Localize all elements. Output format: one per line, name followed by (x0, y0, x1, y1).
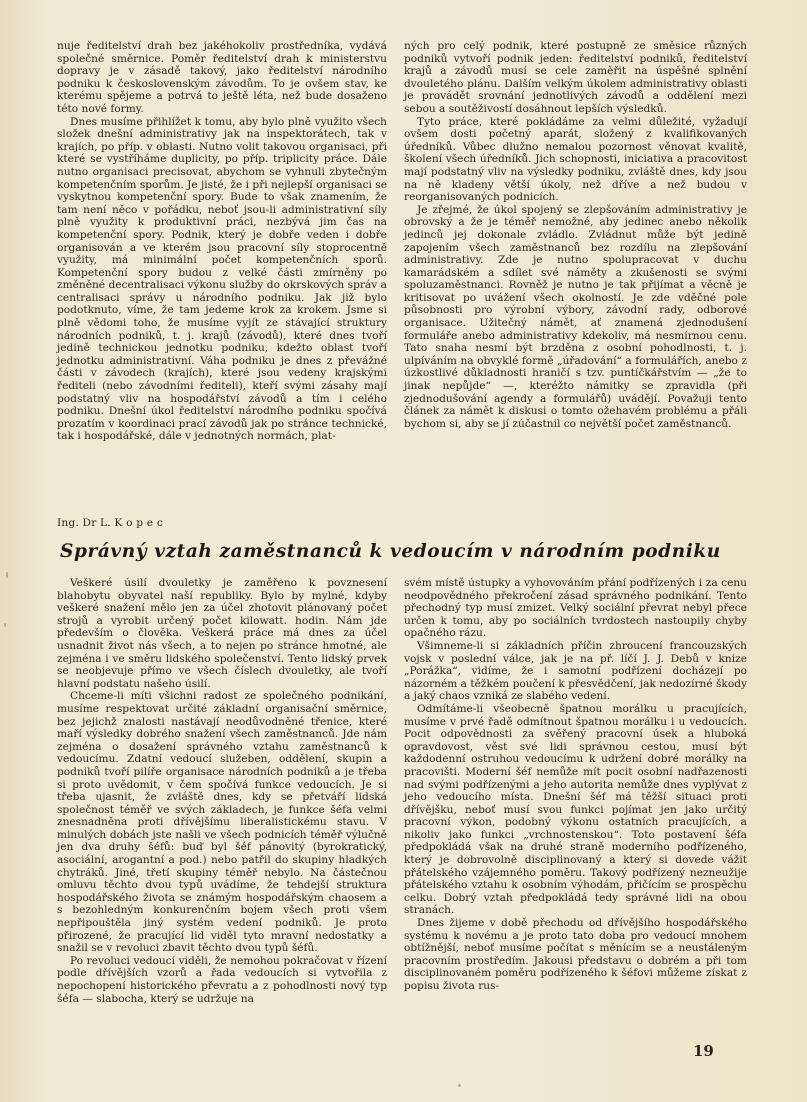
article-title: Správný vztah zaměstnanců k vedoucím v národním podniku (60, 541, 721, 562)
paragraph: Všimneme-li si základních příčin zhroucení francouzských vojsk v poslední válce, jak je na př. líčí J. J. Debů v knize „Porážka“, vidíme, že i samotní podřízení docházejí po názorném a těžkém poučení k přesvědčení, jak nedozírné škody a jaký chaos vzniká ze slabého vedení. (404, 639, 747, 703)
page-number: 19 (693, 1042, 714, 1060)
article-left-column (57, 577, 387, 1005)
author-byline: Ing. Dr L. K o p e c (57, 517, 163, 529)
article-continuation-left-column (57, 40, 387, 443)
paragraph: Chceme-li míti všichni radost ze společného podnikání, musíme respektovat určité základní organisační směrnice, bez jejichž znalosti nastávají neodůvodněné třenice, které maří výsledky dobrého snažení všech zaměstnanců. Jde nám zejména o dosažení správného vztahu zaměstnanců k vedoucímu. Zdatní vedoucí služeben, oddělení, skupin a podniků tvoří pilíře organisace národních podniků a je třeba si proto uvědomit, v čem spočívá funkce vedoucích. Je si třeba ujasnit, že zvláště dnes, kdy se přetváří lidská společnost téměř ve svých základech, je funkce šéfa velmi znesnadněna proti dřívějšímu liberalistickému stavu. V minulých dobách jste našli ve všech podnicích téměř výlučně jen dva druhy šéfů: buď byl šéf pánovitý (byrokratický, asociální, arogantní a pod.) nebo patřil do skupiny hladkých chytráků. Jiné, třetí skupiny téměř nebylo. Na částečnou omluvu těchto dvou typů uvádíme, že tehdejší struktura hospodářského života se známým hospodářským chaosem a s bezohledným konkurenčním bojem všech proti všem nepřipouštěla jiný systém vedení podniků. Je proto přirozené, že pracující lid viděl tyto mravní nedostatky a snažil se v revoluci zbavit těchto dvou typů šéfů. (57, 690, 387, 955)
paper-speck (458, 1084, 461, 1087)
paragraph: Dnes musíme přihlížet k tomu, aby bylo plně využito všech složek dnešní administrativy jak na inspektorátech, tak v krajích, po příp. v oblasti. Nutno volit takovou organisaci, při které se vystříháme duplicity, po příp. triplicity práce. Dále nutno organisaci precisovat, abychom se vyhnuli zbytečným kompetenčním sporům. Je jisté, že i při nejlepší organisaci se vyskytnou kompetenční spory. Bude to však znamením, že tam není něco v pořádku, neboť jsou-li administrativní síly plně využity k produktivní práci, nezbývá jim čas na kompetenční spory. Podnik, který je dobře veden i dobře organisován a ve kterém jsou pracovní síly stoprocentně využity, má minimální počet kompetenčních sporů. Kompetenční spory budou z velké části zmírněny po změněné decentralisaci výkonu služby do okrskových správ a centralisaci správy u národního podniku. Jak již bylo podotknuto, víme, že tam jedeme krok za krokem. Jsme si plně vědomi toho, že musíme vyjít ze stávající struktury národních podniků, t. j. krajů (závodů), které dnes tvoří jedině technickou jednotku podniku, kdežto oblast tvoří jednotku administrativní. Váha podniku je dnes z převážné části v závodech (krajích), které jsou vedeny krajskými řediteli (nebo závodními řediteli), kteří svými zásahy mají podstatný vliv na hospodářství závodů a tím i celého podniku. Dnešní úkol ředitelství národního podniku spočívá prozatím v koordinaci prací závodů jak po stránce technické, tak i hospodářské, dále v jednotných normách, plat- (57, 115, 387, 443)
paragraph: nuje ředitelství drah bez jakéhokoliv prostředníka, vydává společné směrnice. Poměr ředitelství drah k ministerstvu dopravy je v zásadě takový, jako ředitelství národního podniku k československým závodům. To je ovšem stav, ke kterému spějeme a potrvá to ještě léta, než bude dosaženo této nové formy. (57, 40, 387, 115)
article-continuation-right-column (404, 40, 747, 430)
paragraph: Tyto práce, které pokládáme za velmi důležité, vyžadují ovšem dosti početný aparát, složený z kvalifikovaných úředníků. Vůbec dlužno nemalou pozornost věnovat kvalitě, školení všech úředníků. Jich schopnosti, iniciativa a pracovitost mají podstatný vliv na výsledky podniku, zvláště dnes, kdy jsou na ně kladeny větší úkoly, než dříve a než budou v reorganisovaných podnicích. (404, 115, 747, 204)
paragraph: Veškeré úsilí dvouletky je zaměřeno k povznesení blahobytu obyvatel naší republiky. Bylo by mylné, kdyby veškeré snažení mělo jen za účel zhotovit plánovaný počet strojů a vyrobit určený počet kilowatt. hodin. Nám jde především o člověka. Veškerá práce má dnes za účel usnadnit život nás všech, a to nejen po stránce hmotné, ale zejména i ve směru lidského společenství. Tento lidský prvek se neobjevuje přímo ve všech číslech dvouletky, ale tvoří hlavní podstatu našeho úsilí. (57, 577, 387, 690)
paper-speck (6, 572, 8, 578)
paragraph: Dnes žijeme v době přechodu od dřívějšího hospodářského systému k novému a je proto tato doba pro vedoucí mnohem obtížnější, neboť musíme počítat s měnícím se a neustáleným pracovním prostředím. Jakousi představu o dobrém a při tom disciplinovaném poměru podřízeného k šéfovi můžeme získat z popisu života rus- (404, 917, 747, 992)
paragraph: Je zřejmé, že úkol spojený se zlepšováním administrativy je obrovský a že je téměř nemožné, aby jedinec anebo několik jedinců jej dokonale zvládlo. Zvládnut může být jedině zapojením všech zaměstnanců bez rozdílu na zlepšování administrativy. Zde je nutno spolupracovat v duchu kamarádském a sdílet své náměty a zkušenosti se svými spoluzaměstnanci. Rovněž je nutno je tak přijímat a věcně je kritisovat po uvážení všech okolností. Je zde vděčné pole působnosti pro výrobní výbory, závodní rady, odborové organisace. Užitečný námět, ať znamená zjednodušení formuláře anebo administrativy kdekoliv, má nesmírnou cenu. Tato snaha nesmí být brzděna z osobní pohodlnosti, t. j. ulpíváním na obvyklé formě „úřadování“ a formulářích, anebo z úzkostlivé důkladnosti hraničí s tzv. puntíčkářstvím — „že to jinak nepůjde“ —, kteréžto námitky se zpravidla (při zjednodušování agendy a formulářů) uvádějí. Považuji tento článek za námět k diskusi o tomto ožehavém problému a přáli bychom si, aby se jí zúčastnil co největší počet zaměstnanců. (404, 203, 747, 430)
article-right-column (404, 577, 747, 993)
paragraph: Odmítáme-li všeobecně špatnou morálku u pracujících, musíme v prvé řadě odmítnout špatnou morálku i u vedoucích. Pocit odpovědnosti za svěřený pracovní úsek a hluboká opravdovost, věst své lidi správnou cestou, musí být každodenní ostruhou vedoucímu k udržení dobré morálky na pracovišti. Moderní šéf nemůže mít pocit osobní nadřazenosti nad svými podřízenými a jeho autorita nemůže dnes vyplývat z jeho vedoucího místa. Dnešní šéf má těžší situaci proti dřívějšku, neboť musí svou funkci pojímat jen jako určitý pracovní výkon, podobný výkonu ostatních pracujících, a nikoliv jako funkci „vrchnostenskou“. Toto postavení šéfa předpokládá však na druhé straně moderního podřízeného, který je dobrovolně disciplinovaný a který si dovede vážit přátelského vzájemného poměru. Takový podřízený nezneužije přátelského vztahu k osobním výhodám, přičícím se prospěchu celku. Dobrý vztah předpokládá tedy správné lidi na obou stranách. (404, 702, 747, 917)
paragraph: svém místě ústupky a vyhovováním přání podřízených i za cenu neodpovědného překročení zásad správného podnikání. Tento přechodný typ musí zmizet. Velký sociální převrat nebyl přece určen k tomu, aby po sociálních tvrdostech nastoupily chyby opačného rázu. (404, 577, 747, 640)
paragraph: Po revoluci vedoucí viděli, že nemohou pokračovat v řízení podle dřívějších vzorů a řada vedoucích si vytvořila z nepochopení historického převratu a z pohodlnosti nový typ šéfa — slabocha, který se udržuje na (57, 954, 387, 1005)
paper-speck (4, 623, 6, 627)
paragraph: ných pro celý podnik, které postupně ze směsice různých podniků vytvoří podnik jeden: ředitelství podniků, ředitelství krajů a závodů musí se cele zaměřit na úspěšné splnění dvouletého plánu. Dalším velkým úkolem administrativy oblasti je provádět srovnání jednotlivých závodů a oddělení mezi sebou a soutěživostí dosáhnout lepších výsledků. (404, 40, 747, 115)
